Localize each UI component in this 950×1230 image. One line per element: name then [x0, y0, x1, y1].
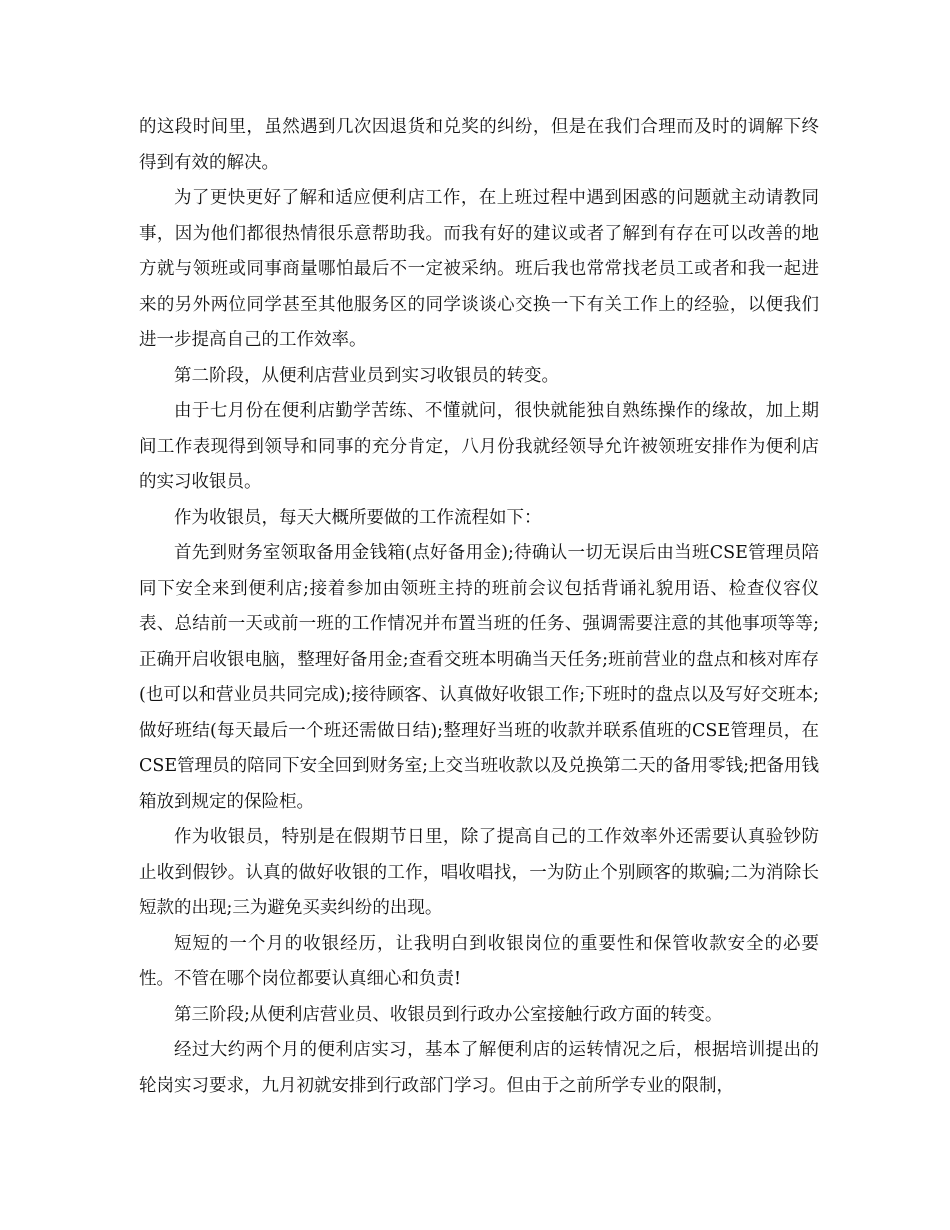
paragraph-4: 由于七月份在便利店勤学苦练、不懂就问，很快就能独自熟练操作的缘故，加上期间工作表现得到领导和同事的充分肯定，八月份我就经领导允许被领班安排作为便利店的实习收银员。: [139, 401, 819, 492]
paragraph-10: 经过大约两个月的便利店实习，基本了解便利店的运转情况之后，根据培训提出的轮岗实习要求，九月初就安排到行政部门学习。但由于之前所学专业的限制，: [139, 1040, 819, 1096]
paragraph-8: 短短的一个月的收银经历，让我明白到收银岗位的重要性和保管收款安全的必要性。不管在哪个岗位都要认真细心和负责!: [139, 933, 819, 989]
paragraph-9-stage-three-heading: 第三阶段;从便利店营业员、收银员到行政办公室接触行政方面的转变。: [174, 1004, 723, 1025]
paragraph-6-workflow: 首先到财务室领取备用金钱箱(点好备用金);待确认一切无误后由当班CSE管理员陪同下安全来到便利店;接着参加由领班主持的班前会议包括背诵礼貌用语、检查仪容仪表、总结前一天或前一班的工作情况并布置当班的任务、强调需要注意的其他事项等等;正确开启收银电脑，整理好备用金;查看交班本明确当天任务;班前营业的盘点和核对库存(也可以和营业员共同完成);接待顾客、认真做好收银工作;下班时的盘点以及写好交班本;做好班结(每天最后一个班还需做日结);整理好当班的收款并联系值班的CSE管理员，在CSE管理员的陪同下安全回到财务室;上交当班收款以及兑换第二天的备用零钱;把备用钱箱放到规定的保险柜。: [139, 543, 819, 812]
paragraph-7: 作为收银员，特别是在假期节日里，除了提高自己的工作效率外还需要认真验钞防止收到假钞。认真的做好收银的工作，唱收唱找，一为防止个别顾客的欺骗;二为消除长短款的出现;三为避免买卖纠纷的出现。: [139, 827, 819, 918]
document-body: [139, 110, 819, 1104]
paragraph-5: 作为收银员，每天大概所要做的工作流程如下：: [174, 507, 542, 528]
paragraph-1: 的这段时间里，虽然遇到几次因退货和兑奖的纠纷，但是在我们合理而及时的调解下终得到有效的解决。: [139, 117, 819, 173]
paragraph-2: 为了更快更好了解和适应便利店工作，在上班过程中遇到困惑的问题就主动请教同事，因为他们都很热情很乐意帮助我。而我有好的建议或者了解到有存在可以改善的地方就与领班或同事商量哪怕最后不一定被采纳。班后我也常常找老员工或者和我一起进来的另外两位同学甚至其他服务区的同学谈谈心交换一下有关工作上的经验，以便我们进一步提高自己的工作效率。: [139, 188, 819, 350]
paragraph-3-stage-two-heading: 第二阶段，从便利店营业员到实习收银员的转变。: [174, 365, 559, 386]
